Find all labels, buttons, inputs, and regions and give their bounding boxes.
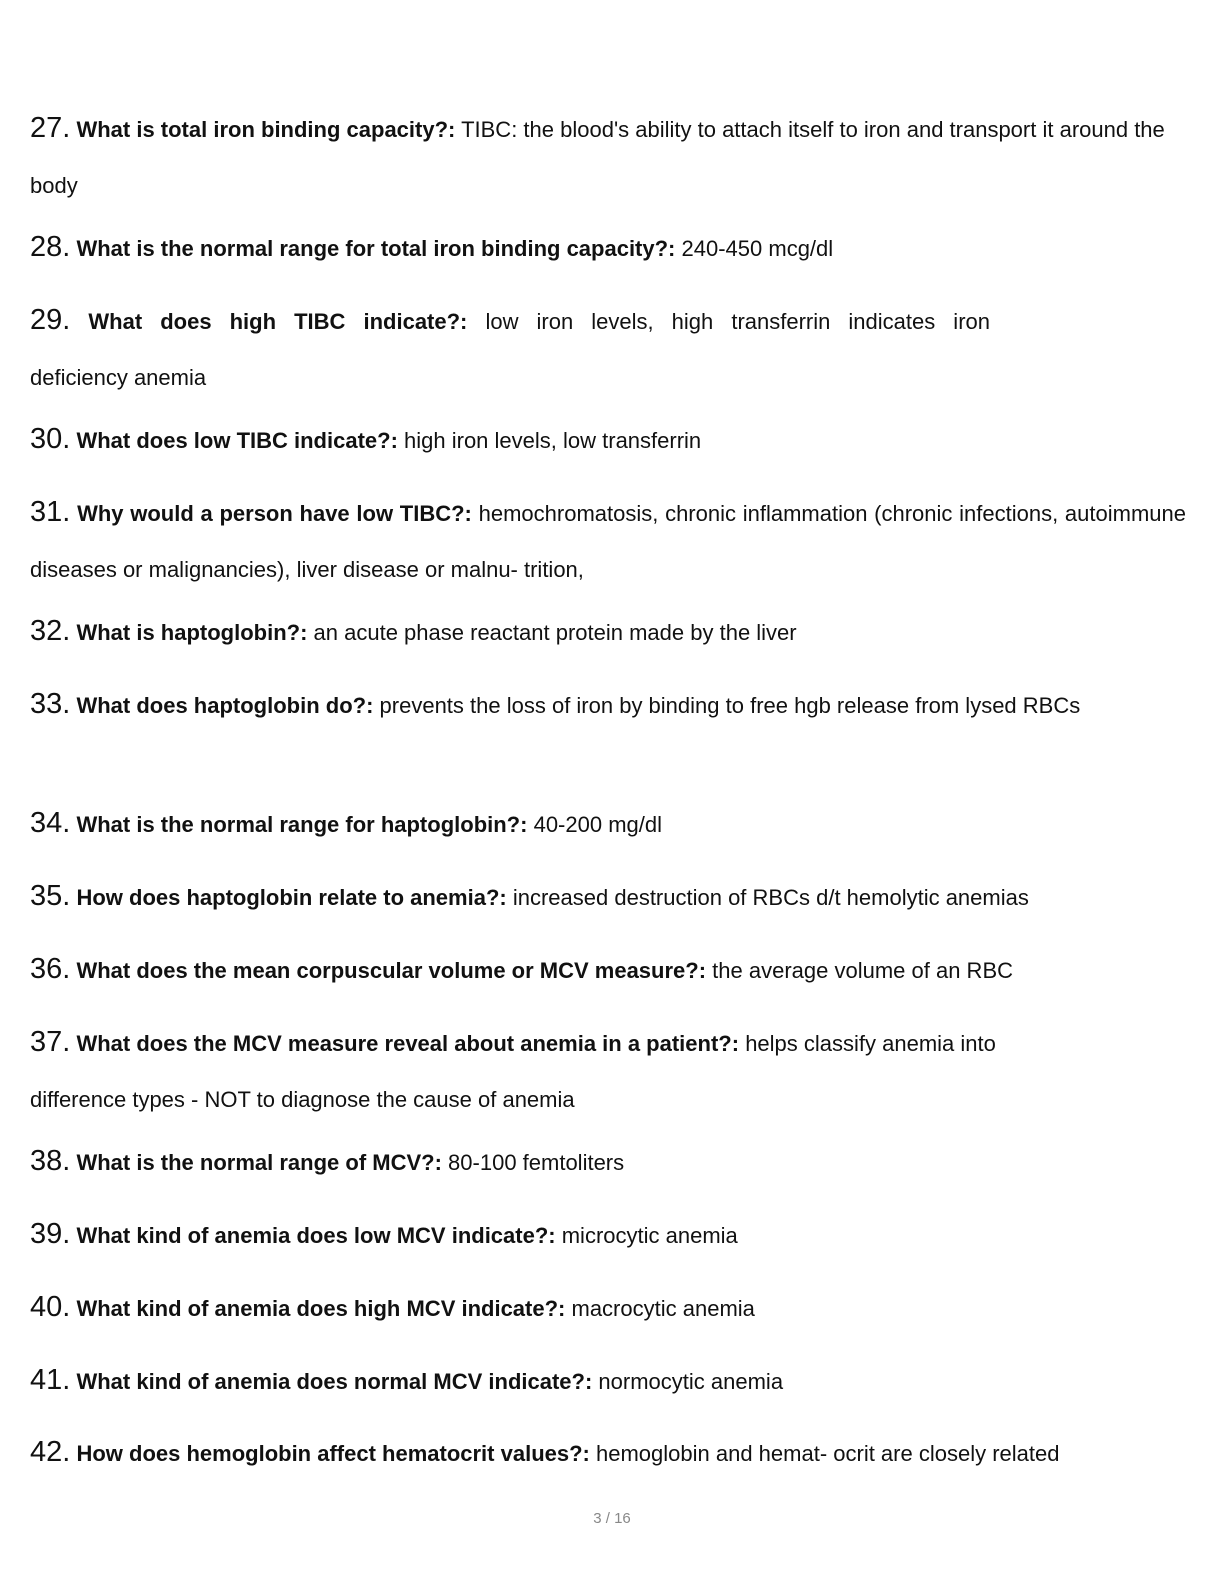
qa-item-40 bbox=[30, 1279, 1186, 1337]
item-number: 39. bbox=[30, 1218, 71, 1250]
qa-item-29 bbox=[30, 292, 990, 406]
question: What does high TIBC indicate?: bbox=[88, 309, 468, 334]
answer: high iron levels, low transferrin bbox=[404, 428, 702, 453]
item-number: 29. bbox=[30, 304, 71, 336]
qa-item-30 bbox=[30, 411, 1186, 469]
question: What is the normal range of MCV?: bbox=[76, 1150, 442, 1175]
answer: macrocytic anemia bbox=[571, 1296, 755, 1321]
answer: 240-450 mcg/dl bbox=[681, 236, 834, 261]
qa-item-35 bbox=[30, 868, 1186, 926]
answer: the average volume of an RBC bbox=[712, 958, 1014, 983]
question: What does the MCV measure reveal about anemia in a patient?: bbox=[76, 1031, 740, 1056]
item-number: 31. bbox=[30, 496, 71, 528]
question: How does hemoglobin affect hematocrit values?: bbox=[76, 1441, 590, 1466]
answer: normocytic anemia bbox=[598, 1369, 784, 1394]
qa-item-33 bbox=[30, 676, 1186, 734]
question: What kind of anemia does high MCV indicate?: bbox=[76, 1296, 566, 1321]
item-number: 30. bbox=[30, 423, 71, 455]
answer: 40-200 mg/dl bbox=[533, 812, 662, 837]
question: What is haptoglobin?: bbox=[76, 620, 308, 645]
question: What does the mean corpuscular volume or MCV measure?: bbox=[76, 958, 707, 983]
qa-item-28 bbox=[30, 219, 1186, 277]
answer: hemochromatosis, chronic inflammation (chronic infections, autoimmune diseases or malignancies), liver disease or malnu- trition, bbox=[30, 501, 1186, 582]
question: What is total iron binding capacity?: bbox=[76, 117, 456, 142]
item-number: 34. bbox=[30, 807, 71, 839]
answer: TIBC: the blood's ability to attach itself to iron and transport it around the body bbox=[30, 117, 1165, 198]
answer: low iron levels, high transferrin indicates iron bbox=[485, 309, 990, 334]
qa-item-34 bbox=[30, 795, 1186, 853]
qa-item-37 bbox=[30, 1014, 1186, 1128]
item-number: 38. bbox=[30, 1145, 71, 1177]
item-number: 36. bbox=[30, 953, 71, 985]
answer-continued: difference types - NOT to diagnose the cause of anemia bbox=[30, 1087, 575, 1112]
question: What kind of anemia does low MCV indicate?: bbox=[76, 1223, 556, 1248]
question: What kind of anemia does normal MCV indicate?: bbox=[76, 1369, 593, 1394]
answer: helps classify anemia into bbox=[745, 1031, 996, 1056]
question: What is the normal range for haptoglobin?: bbox=[76, 812, 528, 837]
answer: an acute phase reactant protein made by the liver bbox=[313, 620, 797, 645]
question: How does haptoglobin relate to anemia?: bbox=[76, 885, 507, 910]
qa-item-32 bbox=[30, 603, 1186, 661]
item-number: 40. bbox=[30, 1291, 71, 1323]
item-number: 27. bbox=[30, 112, 71, 144]
answer: prevents the loss of iron by binding to free hgb release from lysed RBCs bbox=[379, 693, 1081, 718]
qa-item-27 bbox=[30, 100, 1186, 214]
qa-item-36 bbox=[30, 941, 1186, 999]
item-number: 41. bbox=[30, 1364, 71, 1396]
item-number: 32. bbox=[30, 615, 71, 647]
qa-item-39 bbox=[30, 1206, 1186, 1264]
question: Why would a person have low TIBC?: bbox=[77, 501, 472, 526]
answer: 80-100 femtoliters bbox=[448, 1150, 625, 1175]
item-number: 28. bbox=[30, 231, 71, 263]
qa-item-42 bbox=[30, 1424, 1186, 1482]
question: What does low TIBC indicate?: bbox=[76, 428, 398, 453]
answer: hemoglobin and hemat- ocrit are closely related bbox=[596, 1441, 1060, 1466]
qa-item-38 bbox=[30, 1133, 1186, 1191]
answer: increased destruction of RBCs d/t hemolytic anemias bbox=[512, 885, 1029, 910]
item-number: 35. bbox=[30, 880, 71, 912]
item-number: 37. bbox=[30, 1026, 71, 1058]
item-number: 33. bbox=[30, 688, 71, 720]
page-number: 3 / 16 bbox=[593, 1510, 631, 1527]
question: What does haptoglobin do?: bbox=[76, 693, 374, 718]
answer-continued: deficiency anemia bbox=[30, 365, 207, 390]
item-number: 42. bbox=[30, 1436, 71, 1468]
qa-item-31 bbox=[30, 484, 1186, 598]
question: What is the normal range for total iron binding capacity?: bbox=[76, 236, 676, 261]
answer: microcytic anemia bbox=[561, 1223, 738, 1248]
qa-item-41 bbox=[30, 1352, 1186, 1410]
